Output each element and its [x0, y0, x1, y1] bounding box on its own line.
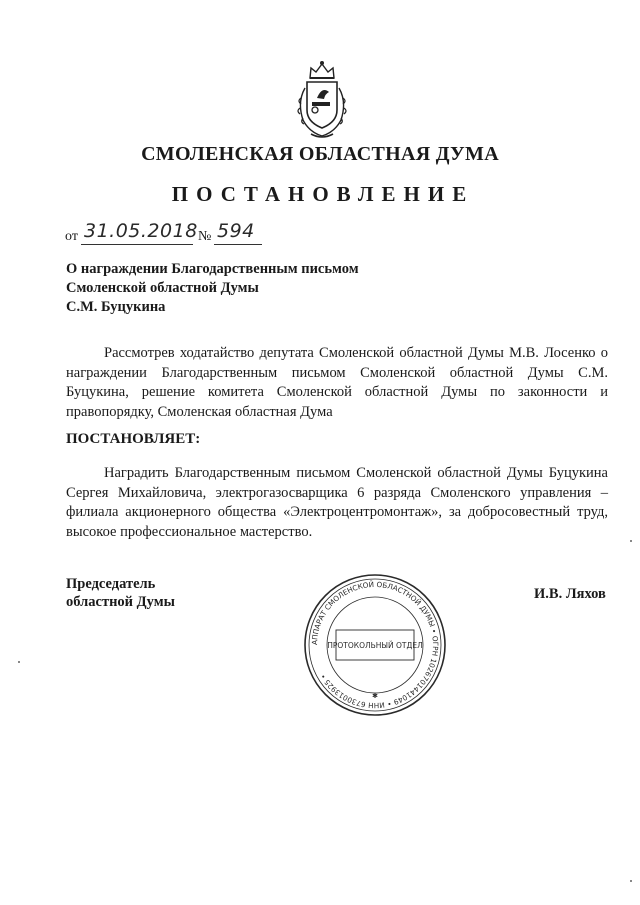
position-line: Председатель [66, 576, 156, 592]
coat-of-arms-icon [291, 58, 353, 140]
subject-line: Смоленской областной Думы [66, 280, 259, 296]
scan-speck [630, 880, 632, 882]
handwritten-number: 594 [217, 220, 255, 242]
number-underline [214, 244, 262, 245]
stamp-star-icon: ✱ [371, 691, 379, 700]
scan-speck [18, 661, 20, 663]
signatory-position [66, 575, 175, 611]
date-underline [81, 244, 193, 245]
official-stamp [300, 570, 450, 720]
number-label: № [198, 229, 212, 244]
handwritten-date: 31.05.2018 [84, 220, 198, 242]
decree-paragraph: Наградить Благодарственным письмом Смоленской областной Думы Буцукина Сергея Михайловича, электрогазосварщика 6 разряда Смоленского управления – филиала акционерного общества «Электроцентромонтаж», за добросовестный труд, высокое профессиональное мастерство. [66, 465, 608, 540]
document-type-heading: ПОСТАНОВЛЕНИЕ [171, 182, 475, 206]
signatory-name: И.В. Ляхов [534, 586, 606, 602]
date-from-label: от [65, 229, 78, 244]
position-line: областной Думы [66, 594, 175, 610]
stamp-ring-text: АППАРАТ СМОЛЕНСКОЙ ОБЛАСТНОЙ ДУМЫ • ОГРН 1026701441049 • ИНН 6730013925 • [309, 579, 441, 711]
subject-line: О награждении Благодарственным письмом [66, 261, 359, 277]
decree-heading: ПОСТАНОВЛЯЕТ: [66, 431, 201, 447]
date-number-line [65, 220, 325, 246]
scan-speck [630, 540, 632, 542]
preamble-paragraph: Рассмотрев ходатайство депутата Смоленской областной Думы М.В. Лосенко о награждении Благодарственным письмом Смоленской областной Думы С.М. Буцукина, решение комитета Смоленской областной Думы по законности и правопорядку, Смоленская областная Дума [66, 345, 608, 420]
subject-line: С.М. Буцукина [66, 299, 166, 315]
organization-title: СМОЛЕНСКАЯ ОБЛАСТНАЯ ДУМА [141, 143, 499, 165]
document-subject [66, 260, 396, 317]
stamp-center-text: ПРОТОКОЛЬНЫЙ ОТДЕЛ [327, 641, 423, 650]
